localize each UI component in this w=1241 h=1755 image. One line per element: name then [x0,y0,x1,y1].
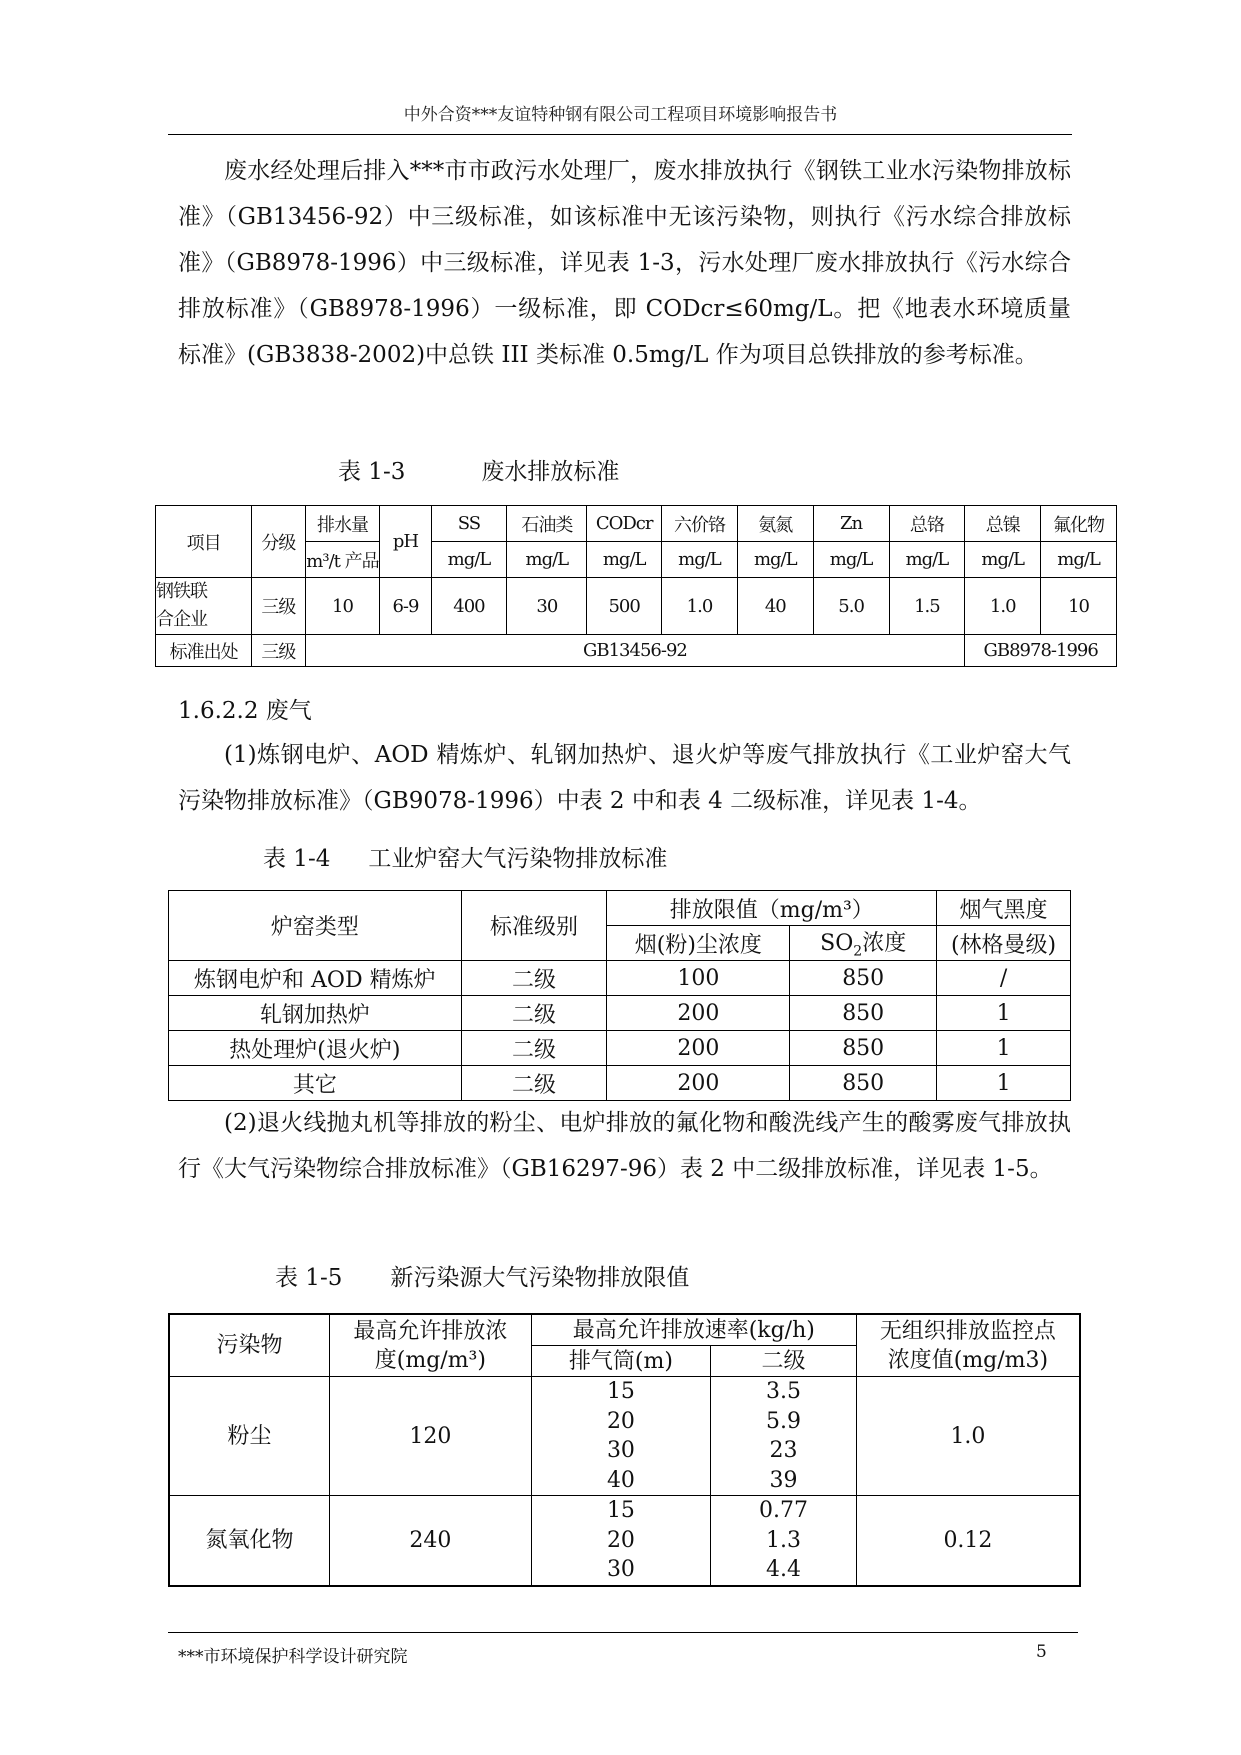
cell-smoke: 1 [937,1066,1071,1101]
rate-value: 39 [769,1467,798,1493]
rate-value: 5.9 [766,1408,802,1434]
header-grade-2: 二级 [711,1346,857,1377]
so2-subscript: 2 [853,943,863,960]
header-pollutant: 氟化物 [1041,506,1117,542]
cell-level: 二级 [461,996,607,1031]
table-row [169,1066,1071,1101]
cell-level: 二级 [461,1066,607,1101]
cell-value: 1.0 [662,578,738,635]
header-pollutant: 总镍 [965,506,1041,542]
caption-number: 表 1-4 [263,846,331,872]
header-emission-limit: 排放限值（mg/m³） [607,891,937,926]
unit-cell: mg/L [813,542,889,578]
cell-pollutant: 粉尘 [169,1377,330,1496]
cell-value: 10 [1041,578,1117,635]
header-max-concentration [330,1314,532,1377]
header-fugitive [856,1314,1080,1377]
rate-value: 1.3 [766,1527,802,1553]
cell-dust: 200 [607,1066,790,1101]
cell-value: 1.5 [889,578,965,635]
cell-concentration: 120 [330,1377,532,1496]
caption-number: 表 1-3 [338,459,406,485]
header-ph: pH [380,506,431,578]
cell-level: 二级 [461,961,607,996]
row-label-line: 合企业 [156,609,207,630]
caption-number: 表 1-5 [275,1265,343,1291]
stack-value: 30 [606,1438,635,1463]
header-pollutant: 总铬 [889,506,965,542]
unit-cell: mg/L [507,542,587,578]
table-row [169,1377,1080,1496]
header-line: 最高允许排放浓 [353,1318,508,1344]
cell-value: 40 [737,578,813,635]
header-pollutant: 污染物 [169,1314,330,1377]
rate-value: 23 [769,1438,798,1463]
unit-cell: mg/L [965,542,1041,578]
paragraph-wastewater: 废水经处理后排入***市市政污水处理厂，废水排放执行《钢铁工业水污染物排放标准》（GB13456-92）中三级标准，如该标准中无该污染物，则执行《污水综合排放标准》（GB8978-1996）中三级标准，详见表 1-3，污水处理厂废水排放执行《污水综合排放标准》（GB8978-1996）一级标准，即 CODcr≤60mg/L。把《地表水环境质量标准》(GB3838-2002)中总铁 III 类标准 0.5mg/L 作为项目总铁排放的参考标准。 [178,158,1071,368]
paragraph-dust-exhaust: (2)退火线抛丸机等排放的粉尘、电炉排放的氟化物和酸洗线产生的酸雾废气排放执行《大气污染物综合排放标准》（GB16297-96）表 2 中二级排放标准，详见表 1-5。 [178,1110,1071,1182]
cell-pollutant: 氮氧化物 [169,1496,330,1587]
header-smoke-density: 烟气黑度 [937,891,1071,926]
cell-drain: 10 [305,578,380,635]
table-1-3-caption [338,453,619,486]
cell-stack-heights [531,1377,711,1496]
table-row [169,996,1071,1031]
cell-concentration: 240 [330,1496,532,1587]
stack-value: 20 [606,1408,635,1434]
cell-smoke: 1 [937,1031,1071,1066]
cell-kiln: 炼钢电炉和 AOD 精炼炉 [169,961,462,996]
stack-value: 15 [606,1498,635,1524]
header-grade: 分级 [252,506,305,578]
footer-rule [168,1632,1078,1633]
unit-cell: mg/L [431,542,507,578]
cell-dust: 200 [607,1031,790,1066]
table-row [169,961,1071,996]
unit-cell: mg/L [587,542,662,578]
header-rule [168,134,1072,135]
row-label-steel [156,578,252,635]
unit-cell: mg/L [1041,542,1117,578]
cell-dust: 100 [607,961,790,996]
header-line: 浓度值(mg/m3) [887,1347,1049,1373]
header-pollutant: Zn [813,506,889,542]
caption-title: 工业炉窑大气污染物排放标准 [368,846,668,872]
header-pollutant: SS [431,506,507,542]
stack-value: 30 [606,1557,635,1583]
cell-dust: 200 [607,996,790,1031]
caption-title: 新污染源大气污染物排放限值 [390,1265,690,1291]
cell-fugitive: 0.12 [856,1496,1080,1587]
paragraph-kiln-exhaust: (1)炼钢电炉、AOD 精炼炉、轧钢加热炉、退火炉等废气排放执行《工业炉窑大气污染物排放标准》（GB9078-1996）中表 2 中和表 4 二级标准，详见表 1-4。 [178,742,1071,814]
section-heading-exhaust: 1.6.2.2 废气 [178,698,312,724]
table-1-4-kiln-standards [168,890,1071,1101]
header-pollutant: 氨氮 [737,506,813,542]
header-standard-level: 标准级别 [461,891,607,961]
cell-grade: 三级 [252,635,305,667]
cell-fugitive: 1.0 [856,1377,1080,1496]
cell-kiln: 其它 [169,1066,462,1101]
cell-value: 5.0 [813,578,889,635]
table-row [169,1031,1071,1066]
cell-stack-heights [531,1496,711,1587]
rate-value: 0.77 [759,1498,809,1524]
caption-title: 废水排放标准 [481,459,620,485]
cell-so2: 850 [790,1066,937,1101]
cell-standard: GB8978-1996 [965,635,1117,667]
cell-so2: 850 [790,1031,937,1066]
table-1-3-wastewater-standards [155,505,1117,667]
unit-cell: mg/L [662,542,738,578]
header-drain-unit: m³/t 产品 [305,542,380,578]
stack-value: 40 [606,1467,635,1493]
cell-value: 400 [431,578,507,635]
header-pollutant: 石油类 [507,506,587,542]
so2-suffix: 浓度 [862,931,907,957]
cell-ph: 6-9 [380,578,431,635]
header-pollutant: CODcr [587,506,662,542]
cell-rates [711,1377,857,1496]
unit-cell: mg/L [889,542,965,578]
header-line: 度(mg/m³) [374,1347,486,1373]
table-1-4-caption [263,840,667,873]
cell-kiln: 热处理炉(退火炉) [169,1031,462,1066]
table-row [169,1496,1080,1587]
cell-value: 500 [587,578,662,635]
header-ringelmann: (林格曼级) [937,926,1071,961]
rate-value: 4.4 [766,1557,802,1583]
footer-organization: ***市环境保护科学设计研究院 [178,1647,408,1667]
header-stack-height: 排气筒(m) [531,1346,711,1377]
header-line: 无组织排放监控点 [879,1318,1056,1344]
header-item: 项目 [156,506,252,578]
page-number: 5 [1036,1642,1047,1662]
header-kiln-type: 炉窑类型 [169,891,462,961]
cell-smoke: / [937,961,1071,996]
cell-grade: 三级 [252,578,305,635]
rate-value: 3.5 [766,1379,802,1404]
cell-kiln: 轧钢加热炉 [169,996,462,1031]
row-label-source: 标准出处 [156,635,252,667]
cell-value: 1.0 [965,578,1041,635]
table-1-5-air-pollutant-limits [168,1313,1081,1587]
unit-cell: mg/L [737,542,813,578]
cell-value: 30 [507,578,587,635]
cell-standard: GB13456-92 [305,635,965,667]
running-header: 中外合资***友谊特种钢有限公司工程项目环境影响报告书 [403,105,838,125]
cell-so2: 850 [790,961,937,996]
cell-smoke: 1 [937,996,1071,1031]
row-label-line: 钢铁联 [156,581,207,602]
header-so2-concentration [790,926,937,961]
so2-label: SO [820,931,854,957]
header-drain: 排水量 [305,506,380,542]
stack-value: 20 [606,1527,635,1553]
cell-so2: 850 [790,996,937,1031]
stack-value: 15 [606,1379,635,1404]
header-dust-concentration: 烟(粉)尘浓度 [607,926,790,961]
table-1-5-caption [275,1259,689,1292]
header-pollutant: 六价铬 [662,506,738,542]
header-max-rate: 最高允许排放速率(kg/h) [531,1314,856,1346]
cell-level: 二级 [461,1031,607,1066]
cell-rates [711,1496,857,1587]
